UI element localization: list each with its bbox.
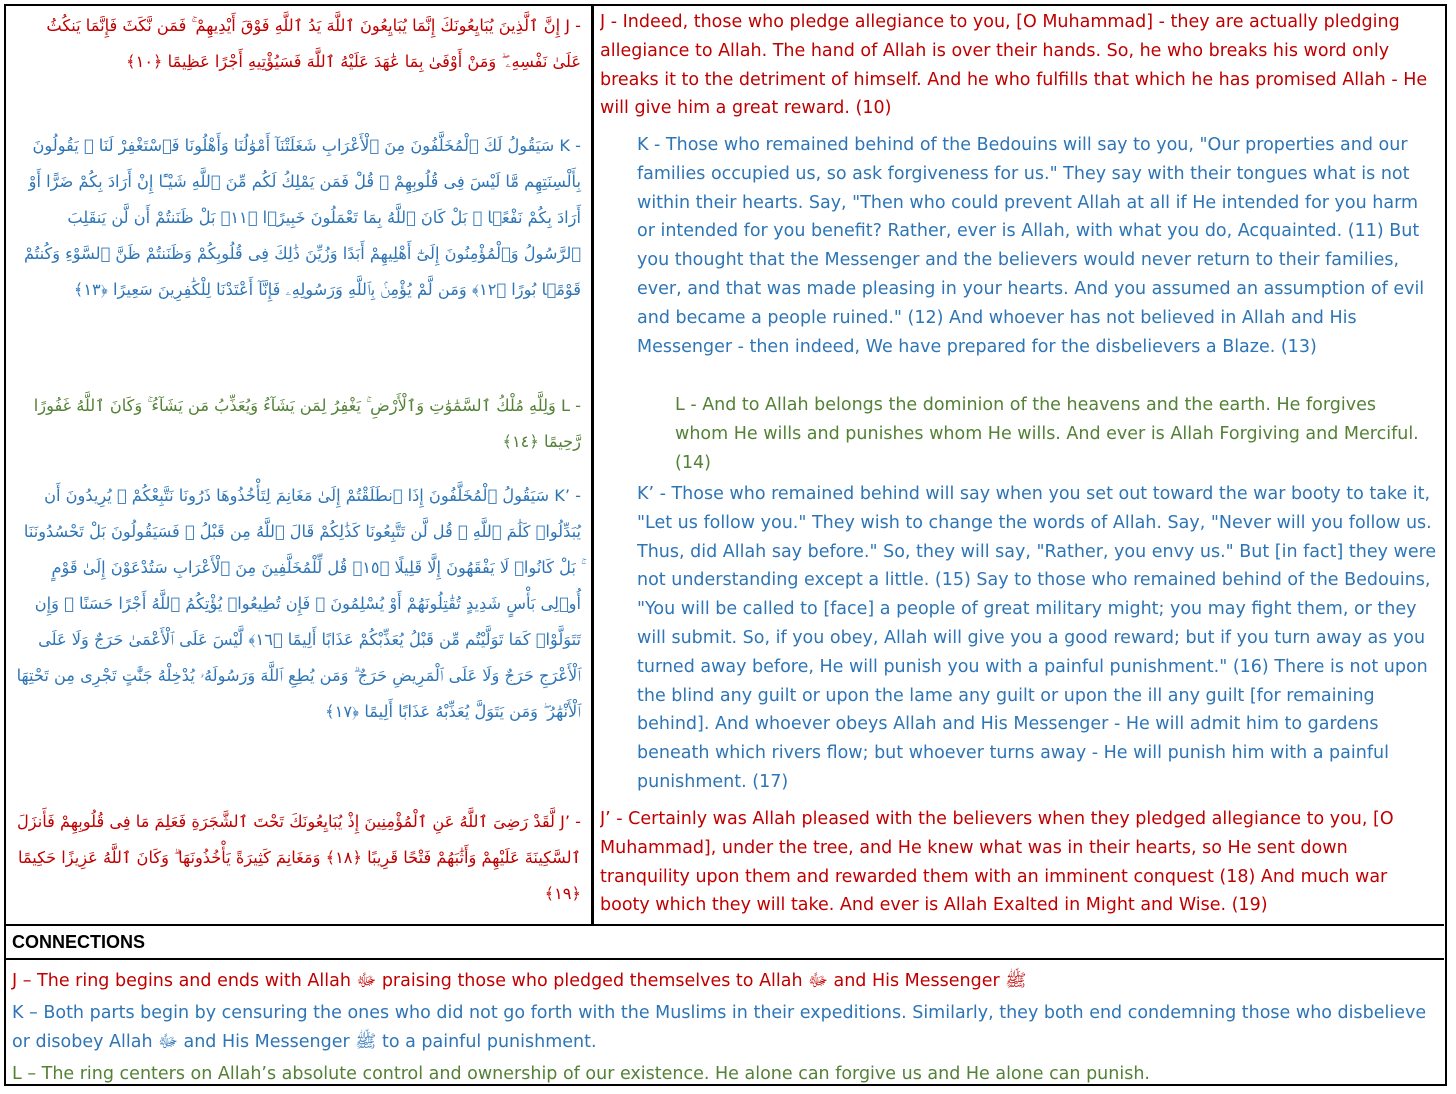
connection-k: K – Both parts begin by censuring the ones who did not go forth with the Muslims in their expeditions. Similarly, they both end condemning those who disbelieve or disobey Allah ﷻ and His Messenger ﷺ to a painful punishment. bbox=[12, 1003, 1427, 1052]
arabic-text-k: سَيَقُولُ لَكَ ٱلْمُخَلَّفُونَ مِنَ ٱلْأَعْرَابِ شَغَلَتْنَآ أَمْوَٰلُنَا وَأَهْلُونَا فَٱسْتَغْفِرْ لَنَا ۚ يَقُولُونَ بِأَلْسِنَتِهِم مَّا لَيْسَ فِى قُلُوبِهِمْ ۚ قُلْ فَمَن يَمْلِكُ لَكُم مِّنَ ٱللَّهِ شَيْـًٔا إِنْ أَرَادَ بِكُمْ ضَرًّا أَوْ أَرَادَ بِكُمْ نَفْعًۢا ۚ بَلْ كَانَ ٱللَّهُ بِمَا تَعْمَلُونَ خَبِيرًۢا ﴿١١﴾ بَلْ ظَنَنتُمْ أَن لَّن يَنقَلِبَ ٱلرَّسُولُ وَٱلْمُؤْمِنُونَ إِلَىٰٓ أَهْلِيهِمْ أَبَدًا وَزُيِّنَ ذَٰلِكَ فِى قُلُوبِكُمْ وَظَنَنتُمْ ظَنَّ ٱلسَّوْءِ وَكُنتُمْ قَوْمًۢا بُورًا ﴿١٢﴾ وَمَن لَّمْ يُؤْمِنۢ بِٱللَّهِ وَرَسُولِهِۦ فَإِنَّآ أَعْتَدْنَا لِلْكَٰفِرِينَ سَعِيرًا ﴿١٣﴾ bbox=[23, 136, 581, 299]
ring-composition-table bbox=[4, 4, 1447, 1086]
verses-grid bbox=[6, 6, 1444, 926]
english-text-j: J - Indeed, those who pledge allegiance to you, [O Muhammad] - they are actually pledging allegiance to Allah. The hand of Allah is over their hands. So, he who breaks his word only breaks it to the detriment of himself. And he who fulfills that which he has promised Allah - He will give him a great reward. (10) bbox=[600, 12, 1428, 119]
arabic-text-k-prime: سَيَقُولُ ٱلْمُخَلَّفُونَ إِذَا ٱنطَلَقْتُمْ إِلَىٰ مَغَانِمَ لِتَأْخُذُوهَا ذَرُونَا نَتَّبِعْكُمْ ۖ يُرِيدُونَ أَن يُبَدِّلُوا۟ كَلَٰمَ ٱللَّهِ ۚ قُل لَّن تَتَّبِعُونَا كَذَٰلِكُمْ قَالَ ٱللَّهُ مِن قَبْلُ ۖ فَسَيَقُولُونَ بَلْ تَحْسُدُونَنَا ۚ بَلْ كَانُوا۟ لَا يَفْقَهُونَ إِلَّا قَلِيلًا ﴿١٥﴾ قُل لِّلْمُخَلَّفِينَ مِنَ ٱلْأَعْرَابِ سَتُدْعَوْنَ إِلَىٰ قَوْمٍ أُو۟لِى بَأْسٍ شَدِيدٍ تُقَٰتِلُونَهُمْ أَوْ يُسْلِمُونَ ۖ فَإِن تُطِيعُوا۟ يُؤْتِكُمُ ٱللَّهُ أَجْرًا حَسَنًا ۖ وَإِن تَتَوَلَّوْا۟ كَمَا تَوَلَّيْتُم مِّن قَبْلُ يُعَذِّبْكُمْ عَذَابًا أَلِيمًا ﴿١٦﴾ لَّيْسَ عَلَى ٱلْأَعْمَىٰ حَرَجٌ وَلَا عَلَى ٱلْأَعْرَجِ حَرَجٌ وَلَا عَلَى ٱلْمَرِيضِ حَرَجٌ ۗ وَمَن يُطِعِ ٱللَّهَ وَرَسُولَهُۥ يُدْخِلْهُ جَنَّٰتٍ تَجْرِى مِن تَحْتِهَا ٱلْأَنْهَٰرُ ۖ وَمَن يَتَوَلَّ يُعَذِّبْهُ عَذَابًا أَلِيمًا ﴿١٧﴾ bbox=[16, 486, 581, 721]
section-label-j-prime: J’ - bbox=[560, 812, 581, 831]
column-divider bbox=[591, 6, 594, 926]
english-cell-k bbox=[637, 131, 1445, 391]
connections-heading: CONNECTIONS bbox=[6, 926, 1444, 960]
english-text-j-prime: J’ - Certainly was Allah pleased with the believers when they pledged allegiance to you, [O Muhammad], under the tree, and He knew what was in their hearts, so He sent down tranquility upon them and rewarded them with an imminent conquest (18) And much war booty which they will take. And ever is Allah Exalted in Might and Wise. (19) bbox=[600, 809, 1394, 916]
english-cell-l bbox=[675, 391, 1435, 483]
english-cell-j bbox=[600, 8, 1442, 130]
arabic-text-j: إِنَّ ٱلَّذِينَ يُبَايِعُونَكَ إِنَّمَا يُبَايِعُونَ ٱللَّهَ يَدُ ٱللَّهِ فَوْقَ أَيْدِيهِمْ ۚ فَمَن نَّكَثَ فَإِنَّمَا يَنكُثُ عَلَىٰ نَفْسِهِۦ ۖ وَمَنْ أَوْفَىٰ بِمَا عَٰهَدَ عَلَيْهُ ٱللَّهَ فَسَيُؤْتِيهِ أَجْرًا عَظِيمًا ﴿١٠﴾ bbox=[46, 16, 581, 71]
connection-j: J – The ring begins and ends with Allah ﷻ praising those who pledged themselves to Allah ﷻ and His Messenger ﷺ bbox=[12, 971, 1027, 991]
section-label-j: J - bbox=[565, 16, 581, 35]
english-text-k-prime: K’ - Those who remained behind will say when you set out toward the war booty to take it, "Let us follow you." They wish to change the words of Allah. Say, "Never will you follow us. Thus, did Allah say before." So, they will say, "Rather, you envy us." But [in fact] they were not understanding except a little. (15) Say to those who remained behind of the Bedouins, "You will be called to [face] a people of great military might; you may fight them, or they will submit. So, if you obey, Allah will give you a good reward; but if you turn away as you turned away before, He will punish you with a painful punishment." (16) There is not upon the blind any guilt or upon the lame any guilt or upon the ill any guilt [for remaining behind]. And whoever obeys Allah and His Messenger - He will admit him to gardens beneath which rivers flow; but whoever turns away - He will punish him with a painful punishment. (17) bbox=[637, 484, 1437, 792]
arabic-text-l: وَلِلَّهِ مُلْكُ ٱلسَّمَٰوَٰتِ وَٱلْأَرْضِ ۚ يَغْفِرُ لِمَن يَشَآءُ وَيُعَذِّبُ مَن يَشَآءُ ۚ وَكَانَ ٱللَّهُ غَفُورًا رَّحِيمًا ﴿١٤﴾ bbox=[33, 396, 581, 451]
english-text-k: K - Those who remained behind of the Bedouins will say to you, "Our properties and our families occupied us, so ask forgiveness for us." They say with their tongues what is not within their hearts. Say, "Then who could prevent Allah at all if He intended for you harm or intended for you benefit? Rather, ever is Allah, with what you do, Acquainted. (11) But you thought that the Messenger and the believers would never return to their families, ever, and that was made pleasing in your hearts. And you assumed an assumption of evil and became a people ruined." (12) And whoever has not believed in Allah and His Messenger - then indeed, We have prepared for the disbelievers a Blaze. (13) bbox=[637, 135, 1425, 357]
arabic-cell-l bbox=[6, 388, 591, 468]
section-label-l: L - bbox=[560, 396, 581, 415]
arabic-cell-k bbox=[6, 128, 591, 378]
section-label-k: K - bbox=[559, 136, 581, 155]
arabic-cell-j-prime bbox=[6, 804, 591, 922]
english-text-l: L - And to Allah belongs the dominion of the heavens and the earth. He forgives whom He wills and punishes whom He wills. And ever is Allah Forgiving and Merciful. (14) bbox=[675, 395, 1419, 473]
arabic-cell-k-prime bbox=[6, 478, 591, 768]
arabic-cell-j bbox=[6, 8, 591, 120]
arabic-text-j-prime: لَّقَدْ رَضِىَ ٱللَّهُ عَنِ ٱلْمُؤْمِنِينَ إِذْ يُبَايِعُونَكَ تَحْتَ ٱلشَّجَرَةِ فَعَلِمَ مَا فِى قُلُوبِهِمْ فَأَنزَلَ ٱلسَّكِينَةَ عَلَيْهِمْ وَأَثَٰبَهُمْ فَتْحًا قَرِيبًا ﴿١٨﴾ وَمَغَانِمَ كَثِيرَةً يَأْخُذُونَهَا ۗ وَكَانَ ٱللَّهُ عَزِيزًا حَكِيمًا ﴿١٩﴾ bbox=[17, 812, 581, 903]
english-cell-j-prime bbox=[600, 805, 1442, 923]
english-cell-k-prime bbox=[637, 480, 1445, 800]
section-label-k-prime: K’ - bbox=[554, 486, 581, 505]
connection-l: L – The ring centers on Allah’s absolute control and ownership of our existence. He alone can forgive us and He alone can punish. bbox=[12, 1064, 1150, 1084]
